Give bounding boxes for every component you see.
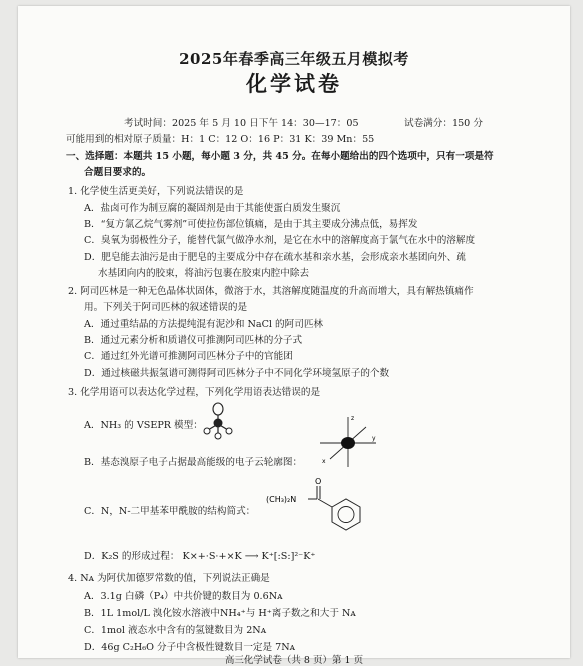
axis-label-y: y bbox=[372, 435, 376, 442]
q4-option-c: C．1mol 液态水中含有的氢键数目为 2Nᴀ bbox=[84, 625, 267, 636]
section-heading-cont: 合题目要求的。 bbox=[84, 167, 152, 178]
carbonyl-oxygen: O bbox=[315, 477, 322, 486]
q1-option-a: A．盐卤可作为制豆腐的凝固剂是由于其能使蛋白质发生聚沉 bbox=[84, 203, 341, 214]
q3-option-c: C．N，N-二甲基苯甲酰胺的结构简式： bbox=[84, 506, 256, 517]
q1-option-b: B．“复方氯乙烷气雾剂”可使拉伤部位镇痛，是由于其主要成分沸点低，易挥发 bbox=[84, 219, 418, 230]
q2-option-c: C．通过红外光谱可推测阿司匹林分子中的官能团 bbox=[84, 351, 293, 362]
q2-option-a: A．通过重结晶的方法提纯混有泥沙和 NaCl 的阿司匹林 bbox=[84, 319, 324, 330]
subject-title: 化学试卷 bbox=[246, 71, 342, 96]
axis-label-z: z bbox=[351, 415, 355, 422]
full-score: 试卷满分：150 分 bbox=[404, 118, 483, 129]
q3-option-b: B．基态溴原子电子占据最高能级的电子云轮廓图： bbox=[84, 457, 303, 468]
q3-option-a: A．NH₃ 的 VSEPR 模型： bbox=[84, 420, 203, 431]
q1-option-d: D．肥皂能去油污是由于肥皂的主要成分中存在疏水基和亲水基，会形成亲水基团向外、疏 bbox=[84, 252, 466, 263]
q1-option-c: C．臭氧为弱极性分子，能替代氯气做净水剂，是它在水中的溶解度高于氯气在水中的溶解度 bbox=[84, 235, 476, 246]
q4-option-a: A．3.1g 白磷（P₄）中共价键的数目为 0.6Nᴀ bbox=[84, 591, 283, 602]
exam-title: 2025年春季高三年级五月模拟考 bbox=[179, 50, 409, 68]
q2-stem: 2. 阿司匹林是一种无色晶体状固体，微溶于水，其溶解度随温度的升高而增大，具有解热镇痛作 bbox=[68, 286, 474, 297]
atomic-masses: 可能用到的相对原子质量：H：1 C：12 O：16 P：31 K：39 Mn：55 bbox=[66, 134, 375, 145]
electron-cloud-diagram bbox=[318, 411, 380, 471]
amide-structure-diagram bbox=[264, 476, 374, 528]
q3-option-d-label: D．K₂S 的形成过程： bbox=[84, 551, 180, 562]
exam-time: 考试时间：2025 年 5 月 10 日下午 14：30—17：05 bbox=[124, 118, 359, 129]
dimethylamino-group: (CH₃)₂N bbox=[266, 495, 297, 504]
vsepr-model-diagram bbox=[202, 402, 234, 442]
q4-option-b: B．1L 1mol/L 溴化铵水溶液中NH₄⁺与 H⁺离子数之和大于 Nᴀ bbox=[84, 608, 356, 619]
q2-option-b: B．通过元素分析和质谱仪可推测阿司匹林的分子式 bbox=[84, 335, 303, 346]
q2-option-d: D．通过核磁共振氢谱可测得阿司匹林分子中不同化学环境氢原子的个数 bbox=[84, 368, 390, 379]
axis-label-x: x bbox=[322, 458, 326, 465]
section-heading: 一、选择题：本题共 15 小题，每小题 3 分，共 45 分。在每小题给出的四个选项中，只有一项是符 bbox=[66, 151, 494, 162]
q4-stem: 4. Nᴀ 为阿伏加德罗常数的值，下列说法正确是 bbox=[68, 573, 270, 584]
q3-stem: 3. 化学用语可以表达化学过程，下列化学用语表达错误的是 bbox=[68, 387, 321, 398]
q1-stem: 1. 化学使生活更美好，下列说法错误的是 bbox=[68, 186, 244, 197]
page-footer: 高三化学试卷（共 8 页）第 1 页 bbox=[224, 655, 364, 666]
exam-page bbox=[18, 6, 570, 666]
q2-stem-cont: 用。下列关于阿司匹林的叙述错误的是 bbox=[84, 302, 248, 313]
q1-option-d-cont: 水基团向内的胶束，将油污包裹在胶束内腔中除去 bbox=[98, 268, 310, 279]
k2s-formation-equation: K×+·S·+×K ⟶ K⁺[:S:]²⁻K⁺ bbox=[182, 551, 316, 562]
q3-option-d bbox=[84, 551, 315, 563]
q4-option-d: D．46g C₂H₆O 分子中含极性键数目一定是 7Nᴀ bbox=[84, 642, 296, 653]
